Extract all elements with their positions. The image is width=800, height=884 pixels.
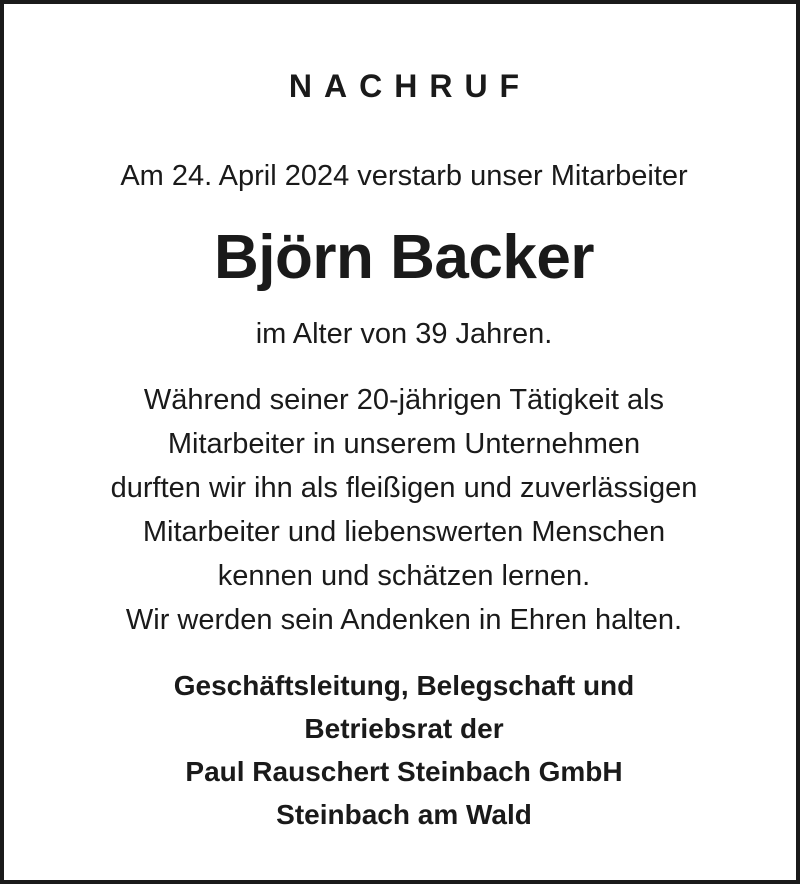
tribute-text [4,378,800,642]
age-line: im Alter von 39 Jahren. [255,318,553,350]
signer-line: Geschäftsleitung, Belegschaft und [173,670,635,701]
notice-heading: NACHRUF [288,68,532,104]
tribute-line: durften wir ihn als fleißigen und zuverlässigen [110,472,698,504]
deceased-name: Björn Backer [214,223,594,292]
signer-line: Betriebsrat der [304,713,504,744]
tribute-line: Mitarbeiter und liebenswerten Menschen [142,516,666,548]
company-name: Paul Rauschert Steinbach GmbH [185,756,623,787]
death-announcement-line: Am 24. April 2024 verstarb unser Mitarbeiter [120,160,688,192]
tribute-line: kennen und schätzen lernen. [217,560,591,592]
tribute-line: Mitarbeiter in unserem Unternehmen [167,428,641,460]
tribute-line: Während seiner 20-jährigen Tätigkeit als [143,384,665,416]
signers-block [4,664,800,836]
company-location: Steinbach am Wald [276,799,532,830]
tribute-line: Wir werden sein Andenken in Ehren halten. [125,604,683,636]
